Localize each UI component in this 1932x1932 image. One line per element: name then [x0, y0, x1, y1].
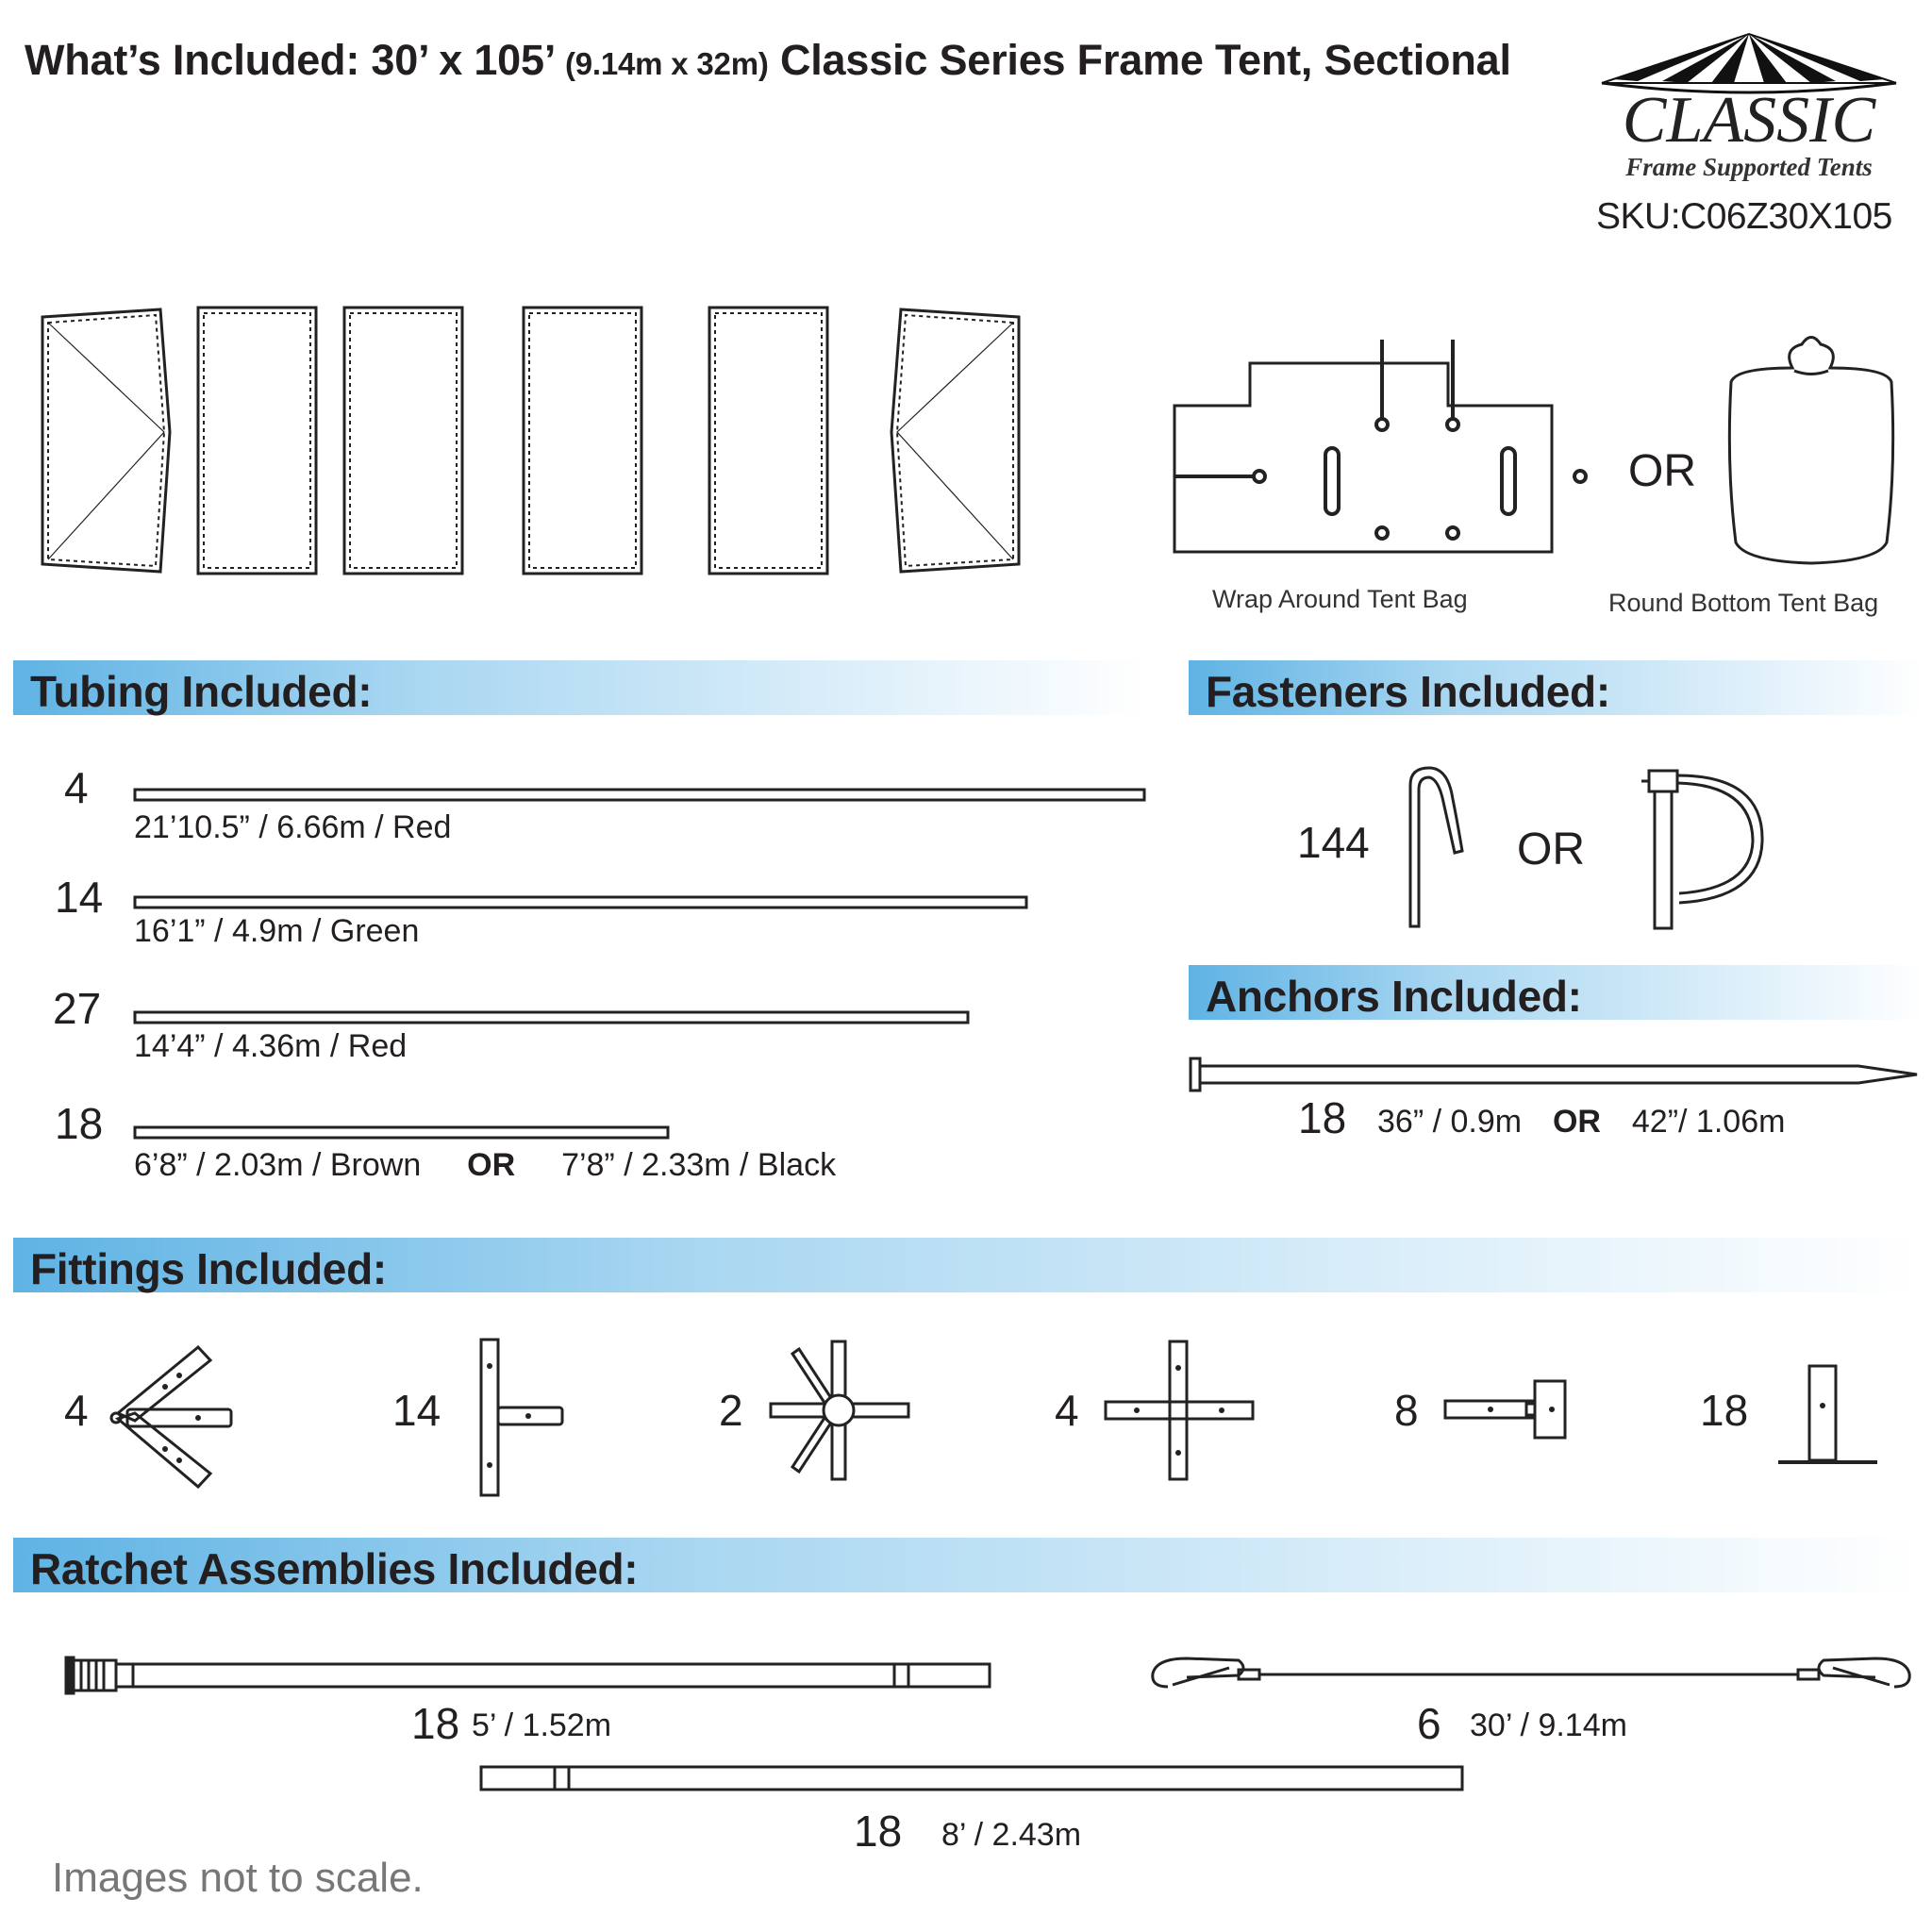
fasteners-banner [1189, 660, 1924, 715]
tubing-qty-3: 27 [53, 984, 102, 1033]
round-bag-caption: Round Bottom Tent Bag [1608, 589, 1879, 617]
wrap-bag-caption: Wrap Around Tent Bag [1212, 585, 1468, 613]
stake-anchor-icon [1189, 1057, 1920, 1094]
fittings-banner [13, 1238, 1919, 1292]
tubing-banner [13, 660, 1145, 715]
pin-fastener-icon [1406, 766, 1472, 931]
anchor-size-a: 36” / 0.9m [1377, 1104, 1523, 1140]
anchors-banner [1189, 965, 1924, 1020]
tube-brown-icon [134, 1126, 672, 1140]
end-panel-left [42, 309, 170, 572]
lynch-pin-fastener-icon [1641, 766, 1769, 931]
end-fitting-icon [1443, 1379, 1571, 1441]
title-prefix: What’s Included: 30’ x 105’ [25, 36, 554, 84]
logo-tagline: Frame Supported Tents [1625, 153, 1873, 181]
tubing-title: Tubing Included: [30, 667, 373, 716]
title-metric: (9.14m x 32m) [564, 46, 769, 81]
tubing-label-4a: 6’8” / 2.03m / Brown [134, 1147, 422, 1183]
ratchet-qty-2: 6 [1417, 1699, 1441, 1748]
logo-text: CLASSIC [1622, 84, 1876, 157]
wrap-around-tent-bag-icon [1170, 330, 1604, 557]
ratchet-size-1: 5’ / 1.52m [472, 1707, 612, 1743]
ratchets-title: Ratchet Assemblies Included: [30, 1544, 639, 1593]
classic-logo [1592, 26, 1906, 187]
fitting-qty-6: 18 [1700, 1386, 1749, 1435]
ratchet-size-2: 30’ / 9.14m [1470, 1707, 1627, 1743]
tubing-qty-4: 18 [55, 1099, 104, 1148]
ratchet-qty-3: 18 [854, 1807, 903, 1856]
fastener-or-label: OR [1517, 824, 1585, 874]
fitting-qty-1: 4 [64, 1386, 89, 1435]
cross-fitting-icon [1104, 1340, 1255, 1481]
anchors-sizes [1377, 1104, 1785, 1141]
center-hub-fitting-icon [769, 1340, 910, 1481]
mid-panel-3 [524, 308, 641, 574]
tubing-or-label: OR [467, 1147, 516, 1183]
tubing-label-4b: 7’8” / 2.33m / Black [561, 1147, 837, 1183]
title-suffix: Classic Series Frame Tent, Sectional [779, 36, 1511, 84]
anchors-qty: 18 [1298, 1093, 1347, 1142]
ratchet-qty-1: 18 [411, 1699, 460, 1748]
fitting-qty-4: 4 [1055, 1386, 1079, 1435]
fitting-qty-5: 8 [1394, 1386, 1419, 1435]
tubing-label-2: 16’1” / 4.9m / Green [134, 913, 420, 949]
tube-red-short-icon [134, 1011, 972, 1024]
anchor-or-label: OR [1552, 1104, 1601, 1140]
mid-panel-4 [709, 308, 827, 574]
ratchet-strap-8ft-icon [479, 1764, 1465, 1794]
y-fitting-icon [108, 1340, 236, 1495]
fittings-title: Fittings Included: [30, 1244, 387, 1293]
tubing-qty-1: 4 [64, 763, 89, 812]
mid-panel-2 [344, 308, 462, 574]
fitting-qty-2: 14 [392, 1386, 441, 1435]
base-plate-icon [1774, 1364, 1882, 1470]
cable-snap-hook-30ft-icon [1149, 1649, 1913, 1704]
ratchet-strap-5ft-icon [64, 1653, 993, 1700]
fitting-qty-3: 2 [719, 1386, 743, 1435]
tube-red-long-icon [134, 789, 1148, 802]
tubing-label-1: 21’10.5” / 6.66m / Red [134, 809, 452, 845]
ratchets-banner [13, 1538, 1919, 1592]
mid-panel-1 [198, 308, 316, 574]
tubing-qty-2: 14 [55, 873, 104, 922]
tube-green-icon [134, 896, 1030, 909]
ratchet-size-3: 8’ / 2.43m [941, 1817, 1082, 1853]
end-panel-right [891, 309, 1019, 572]
anchor-size-b: 42”/ 1.06m [1631, 1104, 1786, 1140]
tee-fitting-icon [476, 1338, 566, 1498]
fasteners-title: Fasteners Included: [1206, 667, 1610, 716]
scale-note: Images not to scale. [52, 1855, 424, 1901]
page-title [25, 36, 1511, 85]
sku-label: SKU:C06Z30X105 [1596, 196, 1892, 237]
tubing-label-3: 14’4” / 4.36m / Red [134, 1028, 408, 1064]
fasteners-qty: 144 [1297, 818, 1370, 867]
tubing-label-4 [134, 1147, 836, 1184]
bag-or-label: OR [1628, 446, 1696, 496]
round-bottom-tent-bag-icon [1726, 325, 1896, 571]
tent-top-sections [38, 300, 1028, 583]
anchors-title: Anchors Included: [1206, 972, 1582, 1021]
